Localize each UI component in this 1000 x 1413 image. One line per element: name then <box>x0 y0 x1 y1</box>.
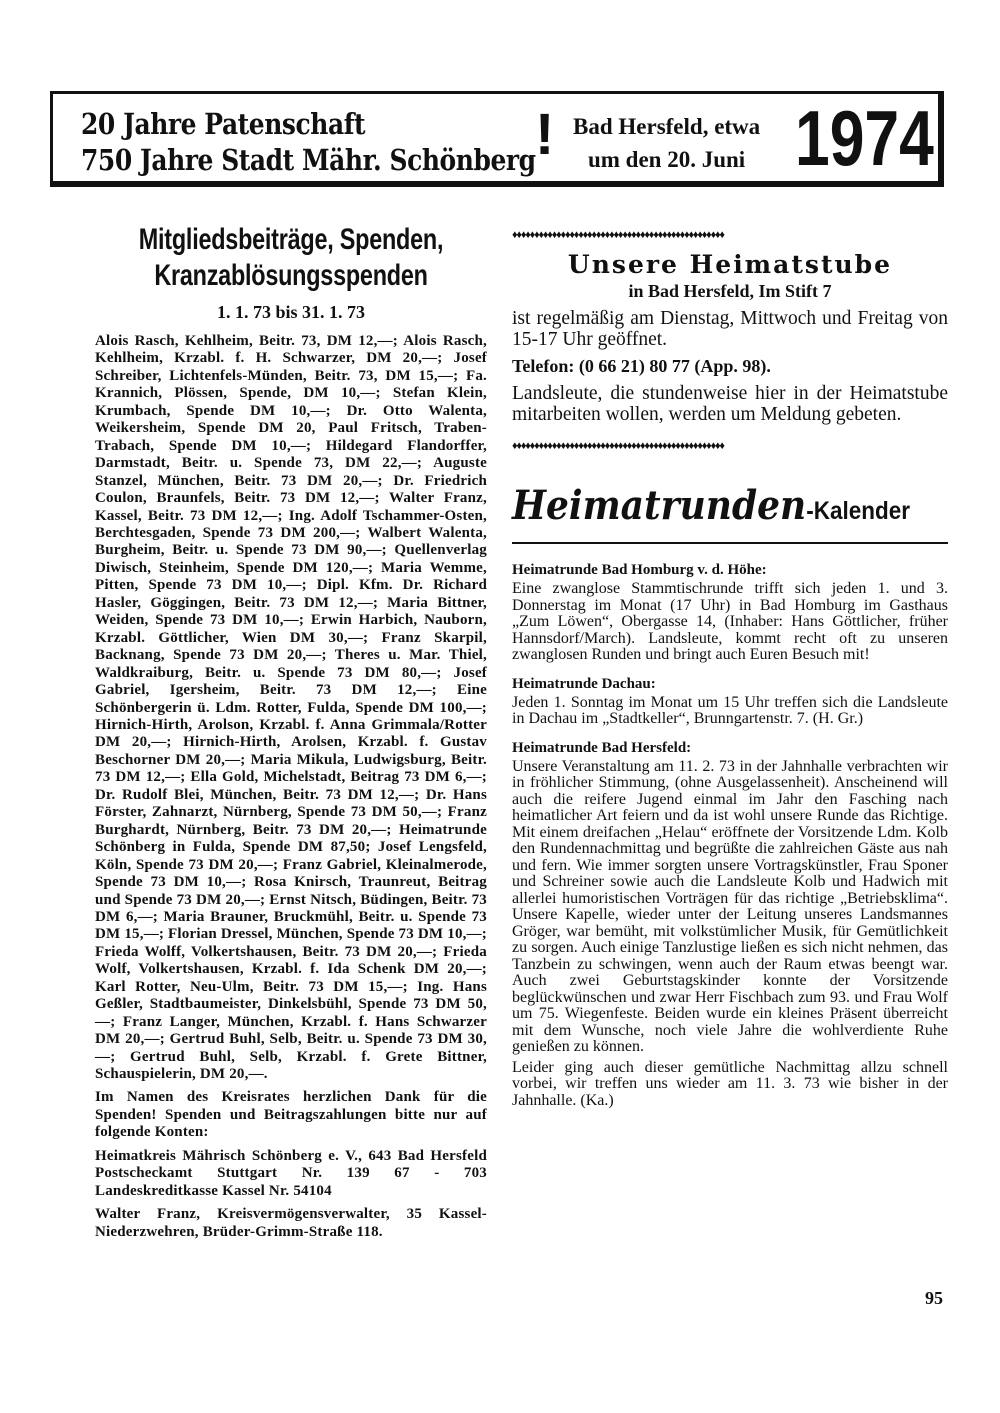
section-heading: Heimatrunde Dachau: <box>512 675 656 692</box>
kalender-script: Heimatrunden <box>512 482 807 529</box>
heimatstube-title: Unsere Heimatstube <box>567 250 893 279</box>
volunteer-appeal: Landsleute, die stundenweise hier in der Heimatstube mitarbeiten wollen, werden um Meldung gebeten. <box>512 383 948 425</box>
kalender-suffix: -Kalender <box>806 497 910 525</box>
treasurer-address: Walter Franz, Kreisvermögensverwalter, 35 Kassel-Niederzwehren, Brüder-Grimm-Straße 118. <box>95 1206 487 1240</box>
section-dachau <box>512 676 948 728</box>
section-text: Eine zwanglose Stammtischrunde trifft sich jeden 1. und 3. Donnerstag im Monat (17 Uhr) in Bad Homburg im Gasthaus „Zum Löwen“, Obergasse 14, (Inhaber: Hans Göttlicher, früher Hannsdorf/March). Landsleute, kommt recht oft zu unseren zwanglosen Runden und bringt auch Euren Besuch mit! <box>512 580 948 663</box>
banner-line-1: 20 Jahre Patenschaft <box>81 107 366 141</box>
heimatstube-address: in Bad Hersfeld, Im Stift 7 <box>628 281 832 301</box>
phone-number: Telefon: (0 66 21) 80 77 (App. 98). <box>512 356 771 376</box>
banner-year: 1974 <box>795 94 934 182</box>
section-text-closing: Leider ging auch dieser gemütliche Nachmittag allzu schnell vorbei, wir treffen uns wieder am 11. 3. 73 wie bisher in der Jahnhalle. (Ka.) <box>512 1058 948 1109</box>
donations-column <box>95 222 487 1247</box>
donations-period: 1. 1. 73 bis 31. 1. 73 <box>216 302 366 322</box>
donations-title-line-1: Mitgliedsbeiträge, Spenden, <box>138 223 444 256</box>
banner-headline <box>81 106 536 178</box>
donations-list: Alois Rasch, Kehlheim, Beitr. 73, DM 12,—; Alois Rasch, Kehlheim, Krzabl. f. H. Schwarzer, DM 20,—; Josef Schreiber, Lichtenfels-Münden, Beitr. 73, DM 15,—; Fa. Krannich, Plössen, Spende, DM 10,—; Stefan Klein, Krumbach, Spende DM 10,—; Dr. Otto Walenta, Weikersheim, Spende DM 20, Paul Fritsch, Traben-Trabach, Spende DM 10,—; Hildegard Flandorffer, Darmstadt, Beitr. u. Spende 73, DM 22,—; Auguste Stanzel, München, Beitr. 73 DM 20,—; Dr. Friedrich Coulon, Braunfels, Beitr. 73 DM 12,—; Walter Franz, Kassel, Beitr. 73 DM 12,—; Ing. Adolf Tschammer-Osten, Berchtesgaden, Spende 73 DM 200,—; Walbert Walenta, Burgheim, Beitr. u. Spende 73 DM 90,—; Quellenverlag Diwisch, Steinheim, Spende DM 120,—; Maria Wemme, Pitten, Spende 73 DM 10,—; Dipl. Kfm. Dr. Richard Hasler, Göggingen, Beitr. 73 DM 12,—; Maria Bittner, Weiden, Spende 73 DM 10,—; Erwin Harbich, Nauborn, Krzabl. Göttlicher, Wien DM 30,—; Franz Skarpil, Backnang, Spende 73 DM 20,—; Theres u. Mar. Thiel, Waldkraiburg, Beitr. u. Spende 73 DM 80,—; Josef Gabriel, Igersheim, Beitr. 73 DM 12,—; Eine Schönbergerin ü. Ldm. Rotter, Fulda, Spende DM 100,—; Hirnich-Hirth, Arolson, Krzabl. f. Anna Grimmala/Rotter DM 20,—; Hirnich-Hirth, Arolsen, Krzabl. f. Gustav Beschorner DM 20,—; Maria Mikula, Ludwigsburg, Beitr. 73 DM 12,—; Ella Gold, Michelstadt, Beitrag 73 DM 6,—; Dr. Rudolf Blei, München, Beitr. 73 DM 12,—; Dr. Hans Förster, Zahnarzt, Nürnberg, Spende 73 DM 50,—; Franz Burghardt, Nürnberg, Beitr. 73 DM 20,—; Heimatrunde Schönberg in Fulda, Spende DM 87,50; Josef Lengsfeld, Köln, Spende 73 DM 20,—; Franz Gabriel, Kleinalmerode, Spende 73 DM 10,—; Rosa Knirsch, Traunreut, Beitrag und Spende 73 DM 20,—; Ernst Nitsch, Büdingen, Beitr. 73 DM 6,—; Maria Brauner, Bruckmühl, Beitr. u. Spende 73 DM 15,—; Florian Dressel, München, Spende 73 DM 10,—; Frieda Wolff, Volkertshausen, Beitr. 73 DM 20,—; Frieda Wolf, Volkertshausen, Krzabl. f. Ida Schenk DM 20,—; Karl Rotter, Neu-Ulm, Beitr. 73 DM 15,—; Ing. Hans Geßler, Stadtbaumeister, Dinkelsbühl, Spende 73 DM 50,—; Franz Langer, München, Krzabl. f. Hans Schwarzer DM 20,—; Gertrud Buhl, Selb, Beitr. u. Spende 73 DM 30,—; Gertrud Buhl, Selb, Krzabl. f. Grete Bittner, Schauspielerin, DM 20,—. <box>95 333 487 1083</box>
bank-accounts: Heimatkreis Mährisch Schönberg e. V., 643 Bad Hersfeld Postscheckamt Stuttgart Nr. 139 67 - 703 Landeskreditkasse Kassel Nr. 54104 <box>95 1147 487 1199</box>
banner-place-date <box>573 110 760 176</box>
section-text: Jeden 1. Sonntag im Monat um 15 Uhr treffen sich die Landsleute in Dachau im „Stadtkeller“, Brunngartenstr. 7. (H. Gr.) <box>512 693 948 727</box>
page-number: 95 <box>925 1288 943 1308</box>
banner-place: Bad Hersfeld, etwa <box>573 114 761 139</box>
banner-line-2: 750 Jahre Stadt Mähr. Schönberg <box>81 143 536 177</box>
banner-date: um den 20. Juni <box>587 147 746 172</box>
donations-title-line-2: Kranzablösungsspenden <box>154 259 428 292</box>
diamond-divider: ♦♦♦♦♦♦♦♦♦♦♦♦♦♦♦♦♦♦♦♦♦♦♦♦♦♦♦♦♦♦♦♦♦♦♦♦♦♦♦♦♦♦♦♦♦♦♦♦ <box>512 440 724 452</box>
section-heading: Heimatrunde Bad Hersfeld: <box>512 739 692 756</box>
opening-hours: ist regelmäßig am Dienstag, Mittwoch und Freitag von 15-17 Uhr geöffnet. <box>512 308 948 350</box>
diamond-divider: ♦♦♦♦♦♦♦♦♦♦♦♦♦♦♦♦♦♦♦♦♦♦♦♦♦♦♦♦♦♦♦♦♦♦♦♦♦♦♦♦♦♦♦♦♦♦♦♦ <box>512 229 724 241</box>
donations-title <box>138 222 444 294</box>
heading-rule <box>512 542 948 544</box>
right-column <box>512 228 948 1113</box>
section-text: Unsere Veranstaltung am 11. 2. 73 in der Jahnhalle verbrachten wir in fröhlicher Stimmung, (ohne Ausgelassenheit). Anscheinend will auch die reifere Jugend einmal im Jahr den Fasching nach heimatlicher Art feiern und da ist wohl unsere Runde das Richtige. Mit einem dreifachen „Helau“ eröffnete der Vorsitzende Ldm. Kolb den Rundennachmittag und begrüßte die zahlreichen Gäste aus nah und fern. Wie immer sorgten unsere Vortragskünstler, Frau Sponer und Schreiner sowie auch die Landsleute Kolb und Hadwich mit allerlei humoristischen Vorträgen für das richtige „Betriebsklima“. Unsere Kapelle, wieder unter der Leitung unseres Landsmannes Gröger, war bemüht, mit volkstümlicher Musik, für Gemütlichkeit zu sorgen. Auch einige Tanzlustige ließen es sich nicht nehmen, das Tanzbein zu schwingen, wenn auch der Raum etwas beengt war. Auch zwei Geburtstagskinder konnte der Vorsitzende beglückwünschen und zwar Herr Fischbach zum 93. und Frau Wolf um 75. Wiegenfeste. Beiden wurde ein kleines Präsent überreicht mit dem Wunsche, noch viele Jahre die wohlverdiente Ruhe genießen zu können. <box>512 757 948 1055</box>
kalender-heading <box>512 481 910 536</box>
section-bad-hersfeld <box>512 740 948 1110</box>
section-bad-homburg <box>512 562 948 664</box>
event-banner <box>50 91 944 187</box>
thanks-text: Im Namen des Kreisrates herzlichen Dank für die Spenden! Spenden und Beitragszahlungen bitte nur auf folgende Konten: <box>95 1089 487 1141</box>
exclamation-mark: ! <box>535 102 555 167</box>
section-heading: Heimatrunde Bad Homburg v. d. Höhe: <box>512 562 767 578</box>
